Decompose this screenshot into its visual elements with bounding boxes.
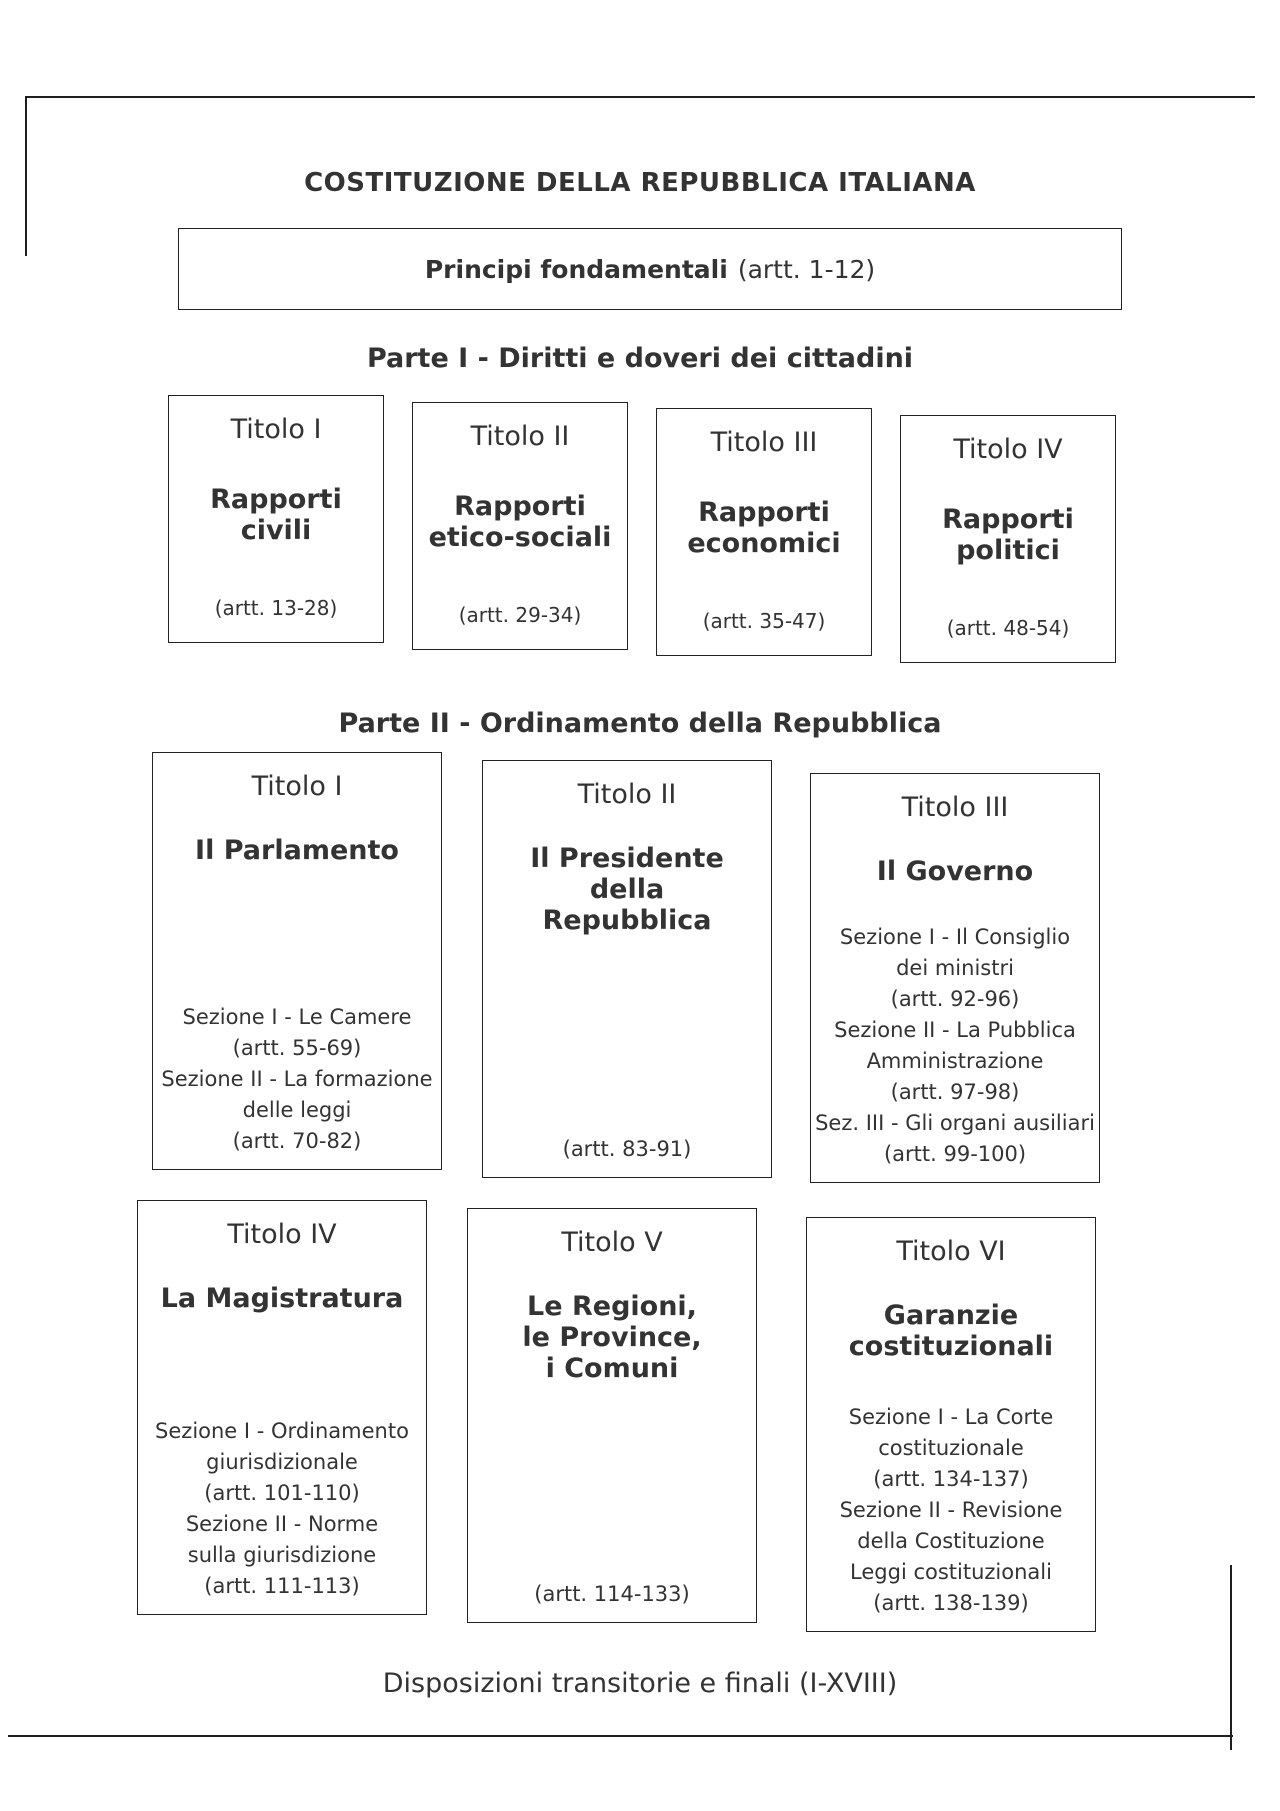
- parte2-titolo-6-box: [806, 1217, 1096, 1632]
- frame-top-line: [25, 96, 1255, 98]
- titolo-sections: [815, 922, 1095, 1170]
- section-line: giurisdizionale: [206, 1450, 358, 1474]
- titolo-sections: [472, 1579, 752, 1610]
- titolo-label: Titolo II: [577, 779, 677, 810]
- section-line: Sezione II - La Pubblica: [834, 1018, 1076, 1042]
- section-line: delle leggi: [242, 1098, 352, 1122]
- titolo-sections: [157, 1002, 437, 1157]
- titolo-name: Rapporti economici: [687, 497, 841, 560]
- titolo-name: La Magistratura: [160, 1283, 404, 1314]
- titolo-sections: [487, 1134, 767, 1165]
- titolo-label: Titolo II: [470, 421, 570, 452]
- titolo-label: Titolo III: [710, 427, 818, 458]
- parte2-titolo-2-box: [482, 760, 772, 1178]
- disposizioni-footer: Disposizioni transitorie e finali (I-XVIII): [382, 1668, 898, 1699]
- section-line: (artt. 97-98): [890, 1080, 1020, 1104]
- frame-right-line: [1230, 1565, 1232, 1750]
- titolo-label: Titolo I: [230, 414, 322, 445]
- section-line: (artt. 70-82): [232, 1129, 362, 1153]
- section-line: (artt. 111-113): [204, 1574, 360, 1598]
- section-line: (artt. 134-137): [873, 1467, 1029, 1491]
- parte1-titolo-1-box: [168, 395, 384, 643]
- section-line: Amministrazione: [866, 1049, 1044, 1073]
- parte1-titolo-4-box: [900, 415, 1116, 663]
- titolo-sections: [142, 1416, 422, 1602]
- section-line: dei ministri: [896, 956, 1014, 980]
- section-line: Sezione II - Revisione: [839, 1498, 1063, 1522]
- section-line: (artt. 114-133): [534, 1582, 690, 1606]
- titolo-name: Garanzie costituzionali: [848, 1300, 1054, 1363]
- section-line: Sezione II - Norme: [185, 1512, 379, 1536]
- titolo-name: Le Regioni, le Province, i Comuni: [522, 1291, 702, 1385]
- titolo-artt: (artt. 13-28): [214, 596, 338, 620]
- section-line: Sezione II - La formazione: [161, 1067, 433, 1091]
- titolo-name: Il Presidente della Repubblica: [530, 843, 724, 937]
- section-line: sulla giurisdizione: [187, 1543, 377, 1567]
- parte2-titolo-5-box: [467, 1208, 757, 1623]
- titolo-name: Il Parlamento: [195, 835, 399, 866]
- titolo-label: Titolo IV: [953, 434, 1063, 465]
- principi-fondamentali-box: [178, 228, 1122, 310]
- section-line: Leggi costituzionali: [850, 1560, 1052, 1584]
- titolo-label: Titolo V: [561, 1227, 663, 1258]
- titolo-name: Il Governo: [876, 856, 1034, 887]
- principi-label: Principi fondamentali: [424, 254, 728, 284]
- titolo-label: Titolo I: [251, 771, 343, 802]
- parte1-heading: Parte I - Diritti e doveri dei cittadini: [366, 343, 914, 374]
- frame-bottom-line: [8, 1735, 1233, 1737]
- parte2-heading: Parte II - Ordinamento della Repubblica: [338, 708, 942, 739]
- titolo-label: Titolo IV: [227, 1219, 337, 1250]
- parte1-titolo-3-box: [656, 408, 872, 656]
- parte1-titolo-2-box: [412, 402, 628, 650]
- section-line: (artt. 99-100): [883, 1142, 1027, 1166]
- titolo-label: Titolo III: [901, 792, 1009, 823]
- principi-artt: (artt. 1-12): [737, 254, 876, 284]
- parte2-titolo-3-box: [810, 773, 1100, 1183]
- titolo-artt: (artt. 48-54): [946, 616, 1070, 640]
- titolo-name: Rapporti etico-sociali: [428, 491, 612, 554]
- section-line: costituzionale: [878, 1436, 1024, 1460]
- section-line: della Costituzione: [857, 1529, 1045, 1553]
- titolo-name: Rapporti civili: [210, 484, 342, 547]
- section-line: (artt. 55-69): [232, 1036, 362, 1060]
- section-line: (artt. 138-139): [873, 1591, 1029, 1615]
- section-line: Sez. III - Gli organi ausiliari: [815, 1111, 1095, 1135]
- section-line: Sezione I - Ordinamento: [155, 1419, 409, 1443]
- titolo-artt: (artt. 35-47): [702, 609, 826, 633]
- parte2-titolo-1-box: [152, 752, 442, 1170]
- titolo-artt: (artt. 29-34): [458, 603, 582, 627]
- section-line: (artt. 92-96): [890, 987, 1020, 1011]
- parte2-titolo-4-box: [137, 1200, 427, 1615]
- section-line: Sezione I - La Corte: [848, 1405, 1054, 1429]
- titolo-sections: [811, 1402, 1091, 1619]
- section-line: Sezione I - Le Camere: [182, 1005, 412, 1029]
- section-line: (artt. 83-91): [562, 1137, 692, 1161]
- titolo-name: Rapporti politici: [942, 504, 1074, 567]
- document-title: COSTITUZIONE DELLA REPUBBLICA ITALIANA: [304, 168, 976, 198]
- titolo-label: Titolo VI: [896, 1236, 1006, 1267]
- section-line: Sezione I - Il Consiglio: [839, 925, 1071, 949]
- section-line: (artt. 101-110): [204, 1481, 360, 1505]
